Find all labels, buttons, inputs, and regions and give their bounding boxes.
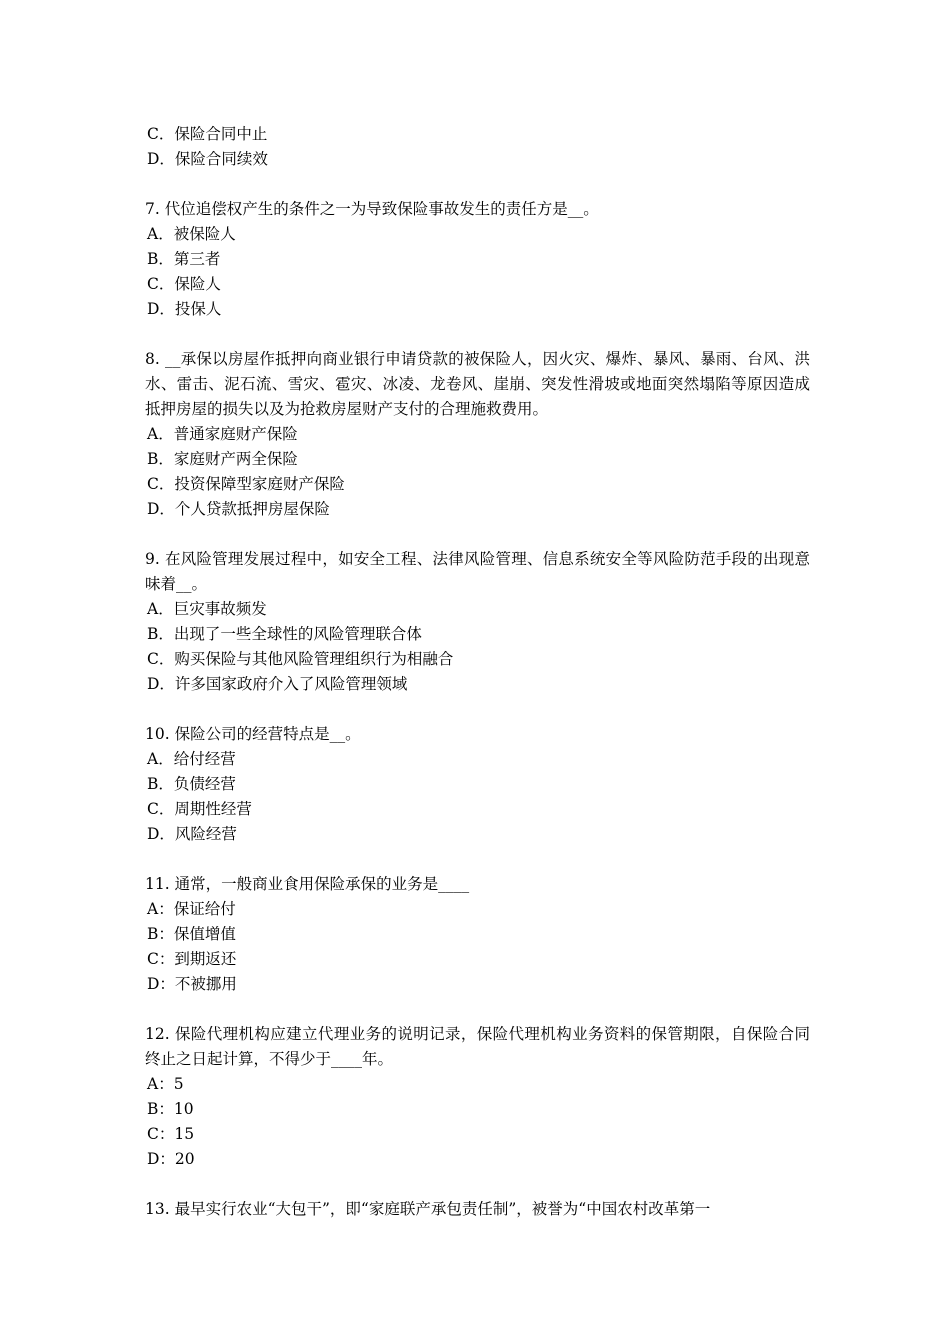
option: C：到期返还 xyxy=(147,950,237,968)
option: B：保值增值 xyxy=(147,925,236,943)
option: B：10 xyxy=(147,1100,194,1118)
option: C：15 xyxy=(147,1125,195,1143)
option: A．普通家庭财产保险 xyxy=(147,425,298,443)
option: C．周期性经营 xyxy=(147,800,252,818)
option: A：保证给付 xyxy=(147,900,236,918)
question-10 xyxy=(145,722,810,847)
question-stem: 7. 代位追偿权产生的条件之一为导致保险事故发生的责任方是__。 xyxy=(145,200,599,218)
option: D．投保人 xyxy=(147,300,222,318)
option: D：20 xyxy=(147,1150,195,1168)
option: A：5 xyxy=(147,1075,184,1093)
document-page xyxy=(145,122,810,1222)
option: C．保险人 xyxy=(147,275,221,293)
option: D．风险经营 xyxy=(147,825,237,843)
question-stem: 10. 保险公司的经营特点是__。 xyxy=(145,725,361,743)
question-7 xyxy=(145,197,810,322)
option: B．家庭财产两全保险 xyxy=(147,450,298,468)
question-stem: 12. 保险代理机构应建立代理业务的说明记录，保险代理机构业务资料的保管期限，自保险合同终止之日起计算，不得少于____年。 xyxy=(145,1025,810,1068)
option: D：不被挪用 xyxy=(147,975,237,993)
option: A．给付经营 xyxy=(147,750,236,768)
option: D．许多国家政府介入了风险管理领域 xyxy=(147,675,408,693)
option: D．保险合同续效 xyxy=(147,150,268,168)
option: D．个人贷款抵押房屋保险 xyxy=(147,500,330,518)
question-11 xyxy=(145,872,810,997)
option: B．出现了一些全球性的风险管理联合体 xyxy=(147,625,422,643)
question-12 xyxy=(145,1022,810,1172)
question-stem: 13. 最早实行农业“大包干”，即“家庭联产承包责任制”，被誉为“中国农村改革第一 xyxy=(145,1200,711,1218)
option: C．保险合同中止 xyxy=(147,125,268,143)
question-8 xyxy=(145,347,810,522)
option: B．负债经营 xyxy=(147,775,236,793)
question-stem: 8. __承保以房屋作抵押向商业银行申请贷款的被保险人，因火灾、爆炸、暴风、暴雨、台风、洪水、雷击、泥石流、雪灾、雹灾、冰凌、龙卷风、崖崩、突发性滑坡或地面突然塌陷等原因造成抵押房屋的损失以及为抢救房屋财产支付的合理施救费用。 xyxy=(145,350,810,418)
option: B．第三者 xyxy=(147,250,221,268)
question-9 xyxy=(145,547,810,697)
option: A．巨灾事故频发 xyxy=(147,600,267,618)
question-stem: 11. 通常，一般商业食用保险承保的业务是____ xyxy=(145,875,470,893)
option: C．购买保险与其他风险管理组织行为相融合 xyxy=(147,650,454,668)
question-13 xyxy=(145,1197,810,1222)
question-stem: 9. 在风险管理发展过程中，如安全工程、法律风险管理、信息系统安全等风险防范手段的出现意味着__。 xyxy=(145,550,810,593)
option: C．投资保障型家庭财产保险 xyxy=(147,475,345,493)
continued-options xyxy=(145,122,810,172)
option: A．被保险人 xyxy=(147,225,236,243)
